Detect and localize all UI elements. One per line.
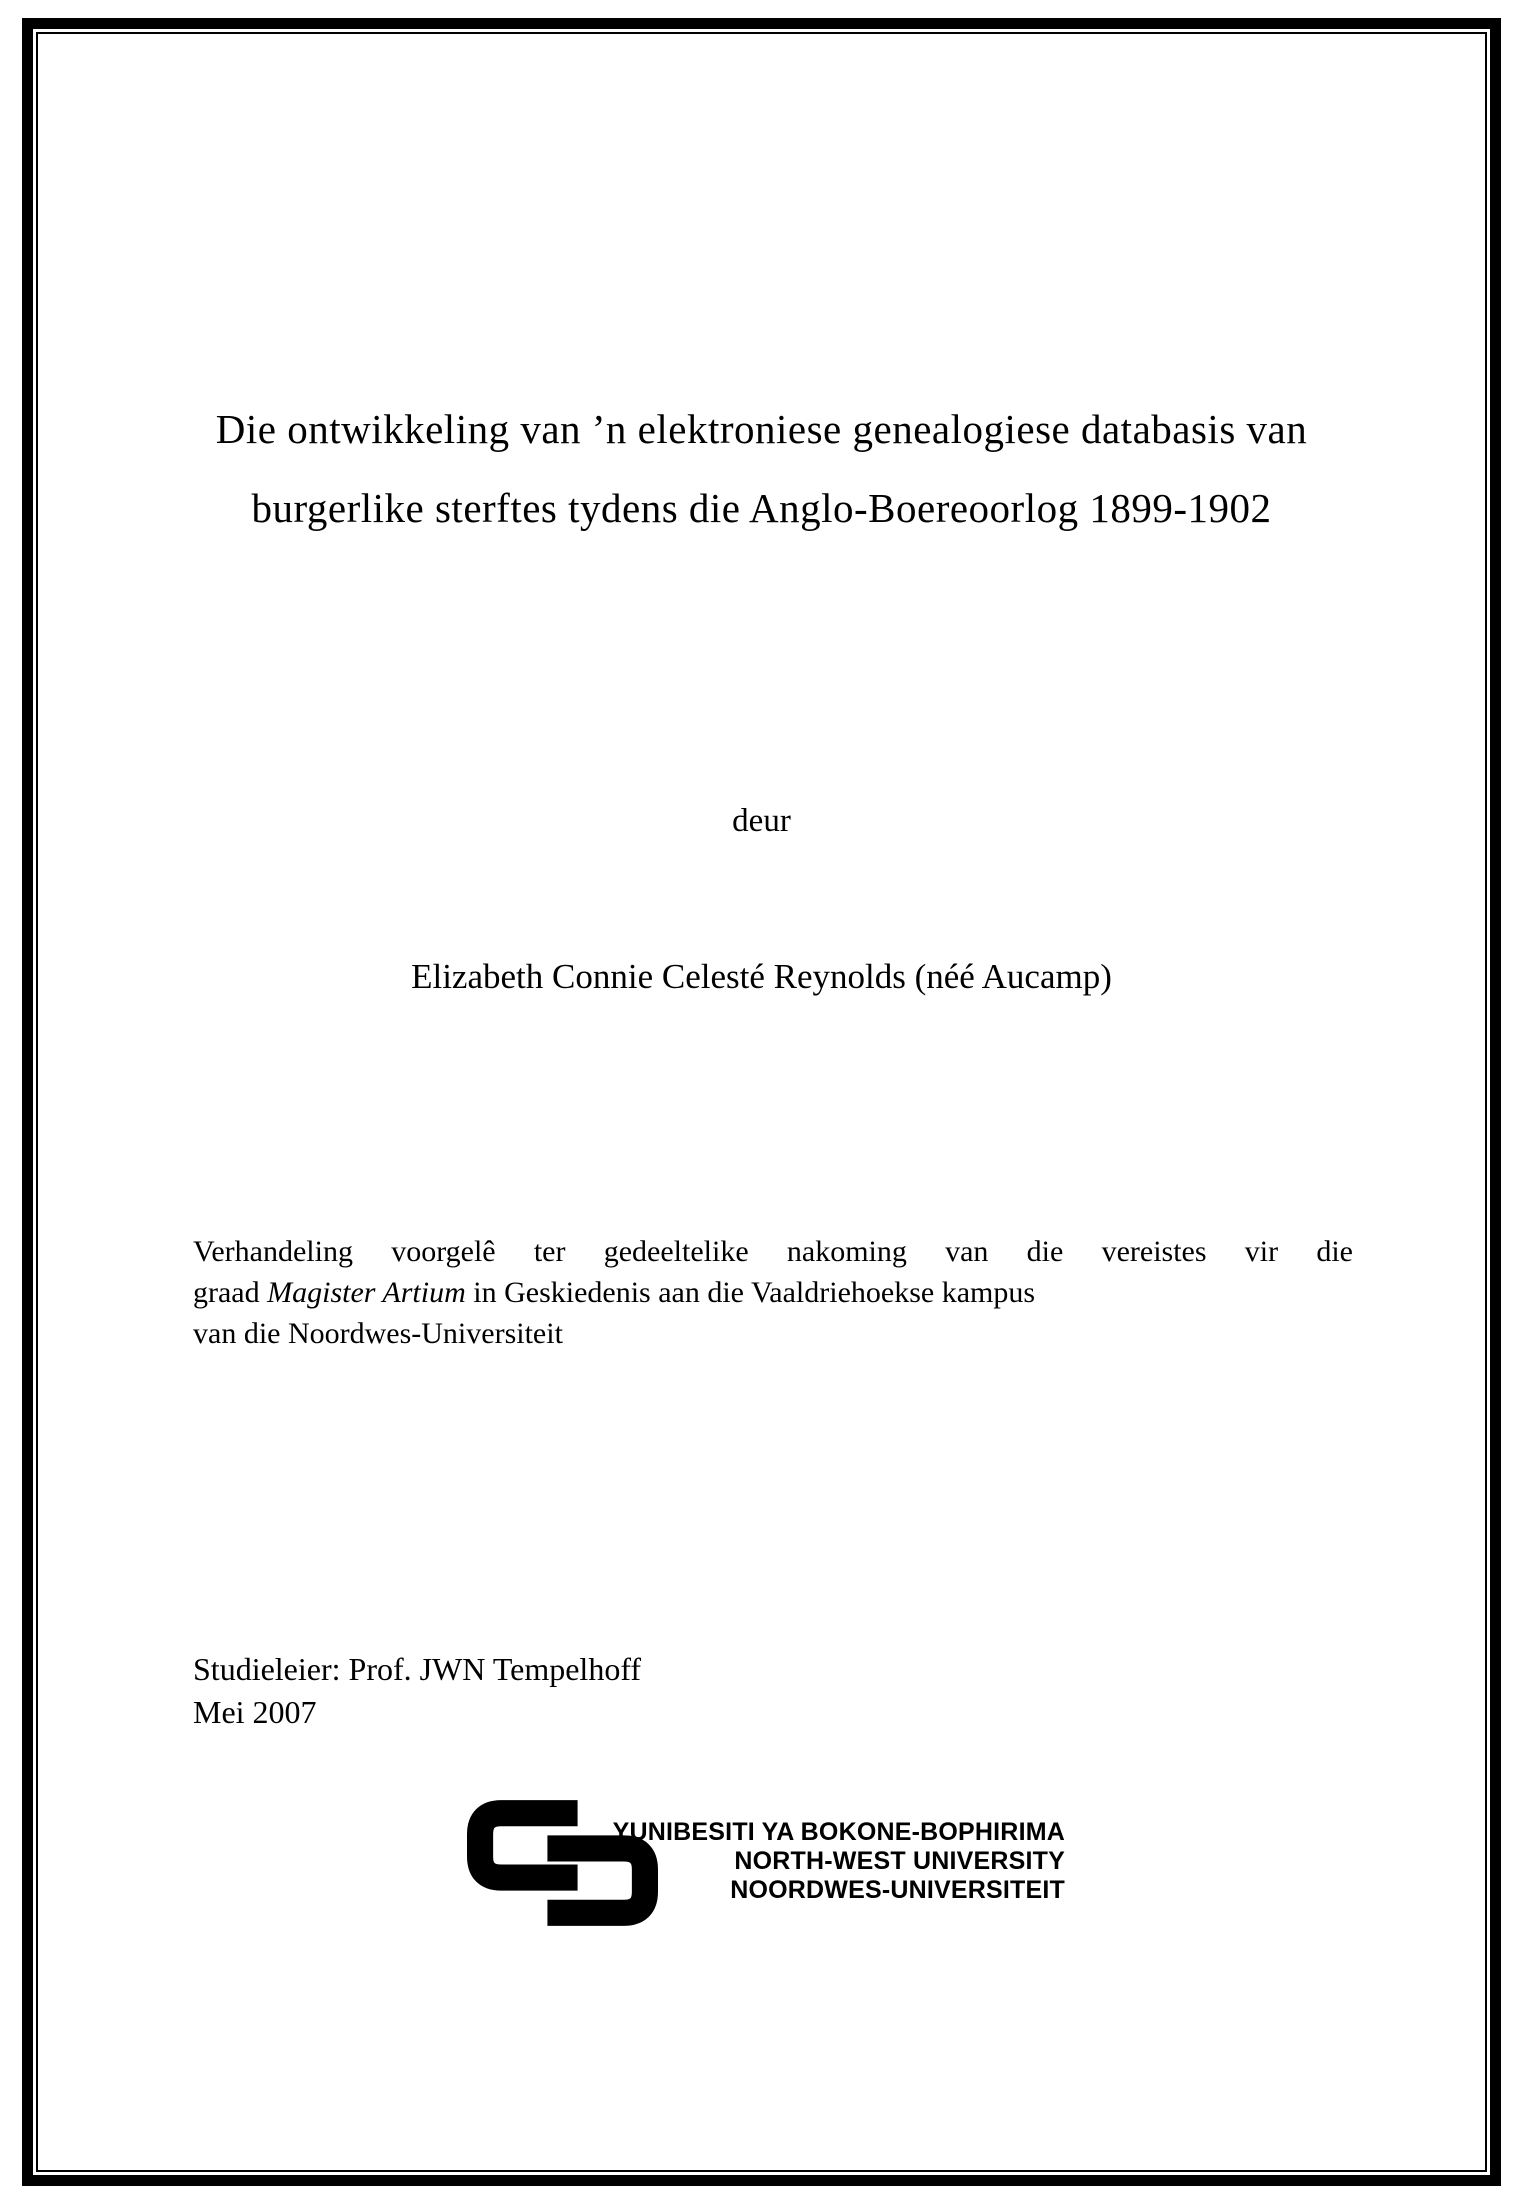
degree-statement-line3: van die Noordwes-Universiteit bbox=[193, 1317, 563, 1350]
logo-text-afrikaans: NOORDWES-UNIVERSITEIT bbox=[730, 1876, 1065, 1904]
supervisor-line: Studieleier: Prof. JWN Tempelhoff bbox=[193, 1651, 642, 1687]
byline-deur: deur bbox=[732, 803, 791, 839]
logo-text-english: NORTH-WEST UNIVERSITY bbox=[734, 1847, 1065, 1875]
thesis-title-line1: Die ontwikkeling van ’n elektroniese genealogiese databasis van bbox=[215, 406, 1308, 452]
degree-statement-line2-post: in Geskiedenis aan die Vaaldriehoekse kampus bbox=[465, 1276, 1036, 1309]
university-logo bbox=[467, 1800, 1107, 1950]
date-line: Mei 2007 bbox=[193, 1694, 317, 1730]
degree-statement-line1: Verhandeling voorgelê ter gedeeltelike nakoming van die vereistes vir die bbox=[193, 1235, 1353, 1268]
degree-statement bbox=[193, 1231, 1353, 1354]
degree-statement-line2-pre: graad bbox=[193, 1276, 268, 1309]
thesis-title bbox=[40, 390, 1483, 548]
logo-text-setswana: YUNIBESITI YA BOKONE-BOPHIRIMA bbox=[612, 1818, 1065, 1846]
university-logo-text bbox=[595, 1818, 1065, 1905]
degree-statement-line2 bbox=[193, 1272, 1353, 1313]
author-name: Elizabeth Connie Celesté Reynolds (néé Aucamp) bbox=[411, 957, 1112, 996]
supervisor-block bbox=[193, 1648, 641, 1734]
thesis-title-line2: burgerlike sterftes tydens die Anglo-Boereoorlog 1899-1902 bbox=[251, 485, 1272, 531]
degree-name-italic: Magister Artium bbox=[267, 1276, 466, 1309]
